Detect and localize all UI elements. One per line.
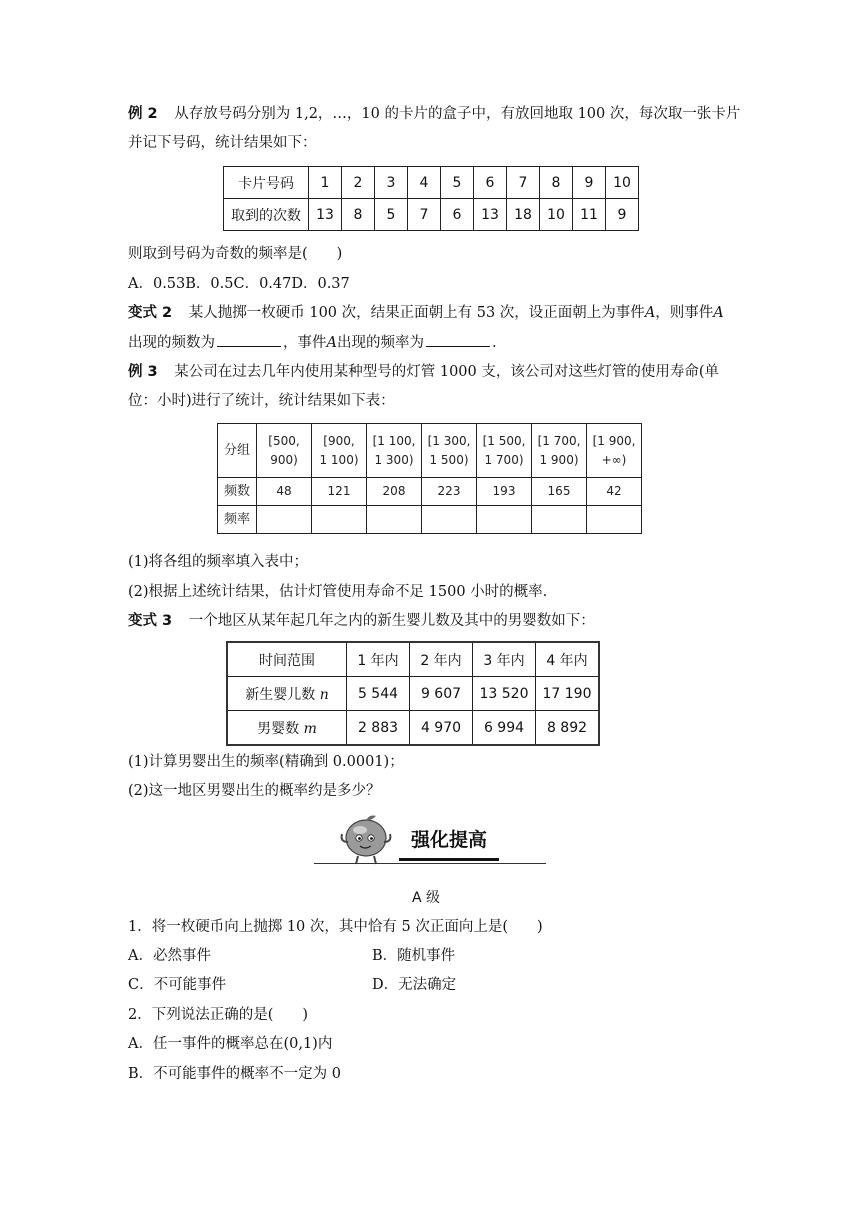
table-row (224, 167, 639, 199)
table-cell (587, 424, 642, 478)
header-newborns (227, 677, 347, 711)
var2-label: 变式 2 (128, 305, 173, 321)
table-cell: 121 (312, 478, 367, 506)
empty-cell (587, 506, 642, 534)
ex2-text1: 从存放号码分别为 1,2，…，10 的卡片的盒子中，有放回地取 100 次，每次取一张卡片 (174, 106, 741, 122)
row-header-draw-count: 取到的次数 (224, 199, 309, 231)
var2-text: 出现的频率为 (336, 335, 424, 351)
table-cell: 13 520 (473, 677, 536, 711)
table-cell: 9 (573, 167, 606, 199)
group-start: [1 100, (372, 433, 416, 448)
answer-blank (426, 332, 490, 347)
row-header-card-number: 卡片号码 (224, 167, 309, 199)
ex3-line1 (128, 362, 719, 382)
ex3-q2: (2)根据上述统计结果，估计灯管使用寿命不足 1500 小时的概率. (128, 584, 548, 600)
table-cell (422, 424, 477, 478)
table-cell (477, 424, 532, 478)
table-cell: 2 年内 (410, 642, 473, 677)
var-m: m (303, 720, 317, 737)
event-a-var: A (713, 305, 724, 321)
table-cell: 4 970 (410, 711, 473, 746)
empty-cell (367, 506, 422, 534)
ex3-text1: 某公司在过去几年内使用某种型号的灯管 1000 支，该公司对这些灯管的使用寿命(单 (174, 364, 720, 380)
p2-option-b: B．不可能事件的概率不一定为 0 (128, 1066, 341, 1082)
table-cell: 6 (441, 199, 474, 231)
section-banner (314, 812, 546, 868)
group-start: [900, (323, 433, 355, 448)
var2-text: 某人抛掷一枚硬币 100 次，结果正面朝上有 53 次，设正面朝上为事件 (188, 305, 645, 321)
table-cell: 6 (474, 167, 507, 199)
table-row (218, 424, 642, 478)
table-row (227, 711, 599, 746)
empty-cell (257, 506, 312, 534)
group-end: 900) (270, 452, 298, 467)
table-cell: 13 (474, 199, 507, 231)
table-cell: 3 年内 (473, 642, 536, 677)
level-heading: A 级 (412, 890, 441, 906)
table-cell: 1 (309, 167, 342, 199)
table-cell: 13 (309, 199, 342, 231)
ex2-options: A．0.53B．0.5C．0.47D．0.37 (128, 276, 350, 292)
table-cell: 2 (342, 167, 375, 199)
empty-cell (532, 506, 587, 534)
table-cell: 10 (540, 199, 573, 231)
table-cell: 165 (532, 478, 587, 506)
header-group: 分组 (218, 424, 257, 478)
group-end: 1 300) (374, 452, 414, 467)
p1-stem: 1．将一枚硬币向上抛掷 10 次，其中恰有 5 次正面向上是( ) (128, 919, 543, 935)
table-cell: 42 (587, 478, 642, 506)
table-cell: 11 (573, 199, 606, 231)
mascot-icon (336, 812, 396, 866)
table-row (218, 506, 642, 534)
table-cell: 8 892 (536, 711, 600, 746)
var-n: n (319, 686, 329, 703)
table-cell: 5 544 (347, 677, 410, 711)
table-row (218, 478, 642, 506)
header-boys (227, 711, 347, 746)
table-cell: 208 (367, 478, 422, 506)
table-cell: 8 (540, 167, 573, 199)
table-cell (312, 424, 367, 478)
ex2-line2: 并记下号码，统计结果如下： (128, 135, 317, 151)
empty-cell (312, 506, 367, 534)
table-cell: 9 607 (410, 677, 473, 711)
var2-text: ，则事件 (655, 305, 714, 321)
var3-text: 一个地区从某年起几年之内的新生婴儿数及其中的男婴数如下： (188, 613, 595, 629)
var2-text: . (491, 335, 497, 351)
var2-line2 (128, 332, 497, 353)
ex2-question: 则取到号码为奇数的频率是( ) (128, 246, 343, 262)
banner-title: 强化提高 (399, 822, 499, 861)
table-cell: 48 (257, 478, 312, 506)
header-time-range: 时间范围 (227, 642, 347, 677)
p1-option-c: C．不可能事件 (128, 977, 227, 993)
ex2-line1 (128, 104, 740, 124)
group-end: 1 700) (484, 452, 524, 467)
group-end: +∞) (601, 452, 627, 467)
group-start: [1 300, (427, 433, 471, 448)
table-cell: 17 190 (536, 677, 600, 711)
table-cell: 193 (477, 478, 532, 506)
empty-cell (422, 506, 477, 534)
table-cell: 7 (408, 199, 441, 231)
table-cell: 1 年内 (347, 642, 410, 677)
banner-divider (314, 863, 546, 864)
table-cell: 2 883 (347, 711, 410, 746)
p2-stem: 2．下列说法正确的是( ) (128, 1007, 309, 1023)
group-start: [1 700, (537, 433, 581, 448)
var3-q1: (1)计算男婴出生的频率(精确到 0.0001)； (128, 754, 404, 770)
p1-option-a: A．必然事件 (128, 948, 211, 964)
p2-option-a: A．任一事件的概率总在(0,1)内 (128, 1036, 333, 1052)
table-cell: 7 (507, 167, 540, 199)
lamp-life-table (217, 423, 642, 534)
group-start: [500, (268, 433, 300, 448)
answer-blank (217, 332, 281, 347)
table-row (227, 677, 599, 711)
table-row (227, 642, 599, 677)
table-row (224, 199, 639, 231)
table-cell (367, 424, 422, 478)
var3-label: 变式 3 (128, 613, 173, 629)
header-frequency: 频数 (218, 478, 257, 506)
ex2-label: 例 2 (128, 106, 158, 122)
table-cell: 4 年内 (536, 642, 600, 677)
ex3-line2: 位：小时)进行了统计，统计结果如下表： (128, 393, 395, 409)
header-boys-label: 男婴数 (257, 720, 300, 737)
table-cell: 5 (375, 199, 408, 231)
event-a-var: A (326, 335, 337, 351)
table-cell: 10 (606, 167, 639, 199)
table-cell: 9 (606, 199, 639, 231)
ex3-label: 例 3 (128, 364, 158, 380)
table-cell (257, 424, 312, 478)
event-a-var: A (644, 305, 656, 321)
header-rate: 频率 (218, 506, 257, 534)
table-cell: 3 (375, 167, 408, 199)
group-end: 1 500) (429, 452, 469, 467)
group-end: 1 900) (539, 452, 579, 467)
p1-option-d: D．无法确定 (372, 977, 457, 993)
table-cell: 223 (422, 478, 477, 506)
table-cell: 6 994 (473, 711, 536, 746)
table-cell (532, 424, 587, 478)
var3-line1 (128, 611, 595, 631)
table-cell: 4 (408, 167, 441, 199)
group-start: [1 900, (592, 433, 636, 448)
var2-line1 (128, 303, 724, 323)
header-newborns-label: 新生婴儿数 (245, 686, 316, 703)
group-end: 1 100) (319, 452, 359, 467)
var3-q2: (2)这一地区男婴出生的概率约是多少？ (128, 783, 381, 799)
group-start: [1 500, (482, 433, 526, 448)
var2-text: 出现的频数为 (128, 335, 215, 351)
table-cell: 8 (342, 199, 375, 231)
ex3-q1: (1)将各组的频率填入表中； (128, 554, 309, 570)
card-count-table (223, 166, 639, 231)
newborn-table (226, 641, 600, 746)
table-cell: 18 (507, 199, 540, 231)
table-cell: 5 (441, 167, 474, 199)
p1-option-b: B．随机事件 (372, 948, 456, 964)
empty-cell (477, 506, 532, 534)
var2-text: ，事件 (283, 335, 327, 351)
